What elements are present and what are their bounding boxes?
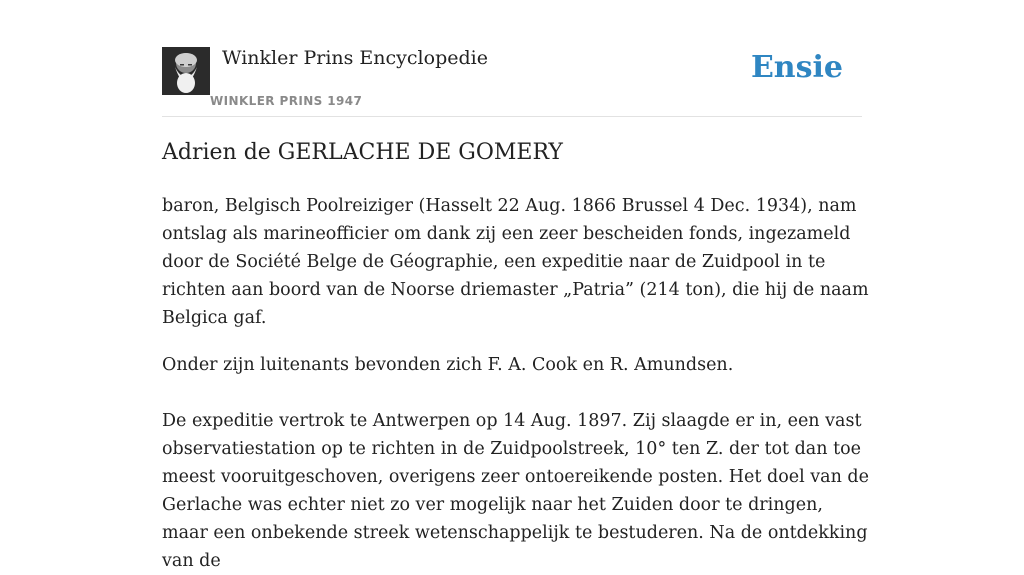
article-paragraph: Onder zijn luitenants bevonden zich F. A. Cook en R. Amundsen. <box>162 355 734 375</box>
article-paragraph: baron, Belgisch Poolreiziger (Hasselt 22 Aug. 1866 Brussel 4 Dec. 1934), nam ontslag als marineofficier om dank zij een zeer bescheiden fonds, ingezameld door de Société Belge de Géographie, een expeditie naar de Zuidpool in te richten aan boord van de Noorse driemaster „Patria” (214 ton), die hij de naam Belgica gaf. <box>162 196 869 328</box>
site-title[interactable]: Winkler Prins Encyclopedie <box>222 47 488 69</box>
article-body <box>162 192 872 575</box>
edition-label[interactable]: WINKLER PRINS 1947 <box>210 94 363 108</box>
portrait-image <box>162 47 210 95</box>
avatar[interactable] <box>162 47 210 95</box>
article-paragraph: De expeditie vertrok te Antwerpen op 14 Aug. 1897. Zij slaagde er in, een vast observatiestation op te richten in de Zuidpoolstreek, 10° ten Z. der tot dan toe meest vooruitgeschoven, overigens zeer ontoereikende posten. Het doel van de Gerlache was echter niet zo ver mogelijk naar het Zuiden door te dringen, maar een onbekende streek wetenschappelijk te bestuderen. Na de ontdekking van de <box>162 411 869 571</box>
article-title: Adrien de GERLACHE DE GOMERY <box>162 140 563 165</box>
site-header <box>162 46 862 117</box>
brand-logo[interactable]: Ensie <box>750 50 843 85</box>
